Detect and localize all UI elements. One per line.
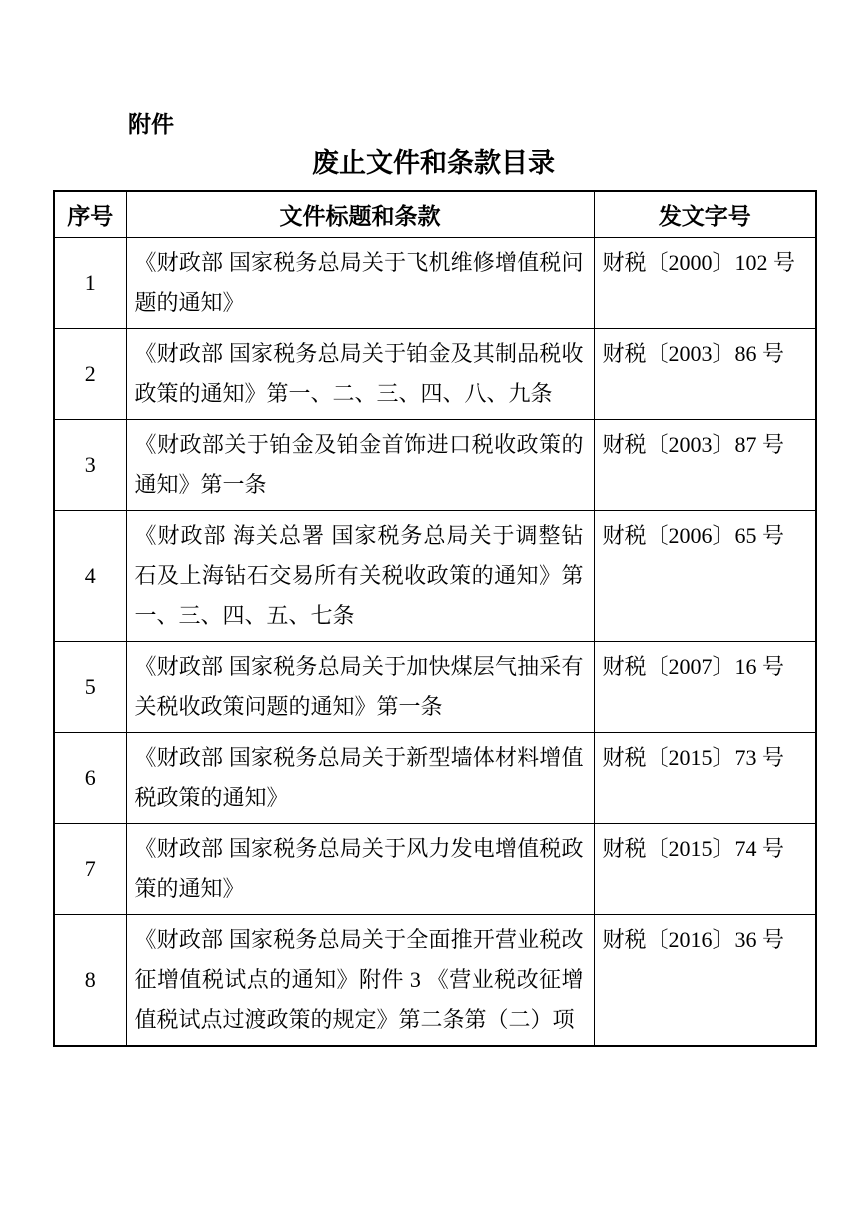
serial-cell: 6 [54,732,126,823]
column-header-doc-number: 发文字号 [594,191,816,237]
table-row [54,914,816,1046]
serial-cell: 7 [54,823,126,914]
document-title: 废止文件和条款目录 [312,148,555,178]
serial-cell: 5 [54,641,126,732]
title-cell: 《财政部 国家税务总局关于飞机维修增值税问题的通知》 [126,237,594,328]
attachment-label: 附件 [128,111,174,137]
doc-number-cell: 财税〔2015〕73 号 [594,732,816,823]
doc-number-cell: 财税〔2006〕65 号 [594,510,816,641]
title-cell: 《财政部 国家税务总局关于风力发电增值税政策的通知》 [126,823,594,914]
title-cell: 《财政部 国家税务总局关于新型墙体材料增值税政策的通知》 [126,732,594,823]
serial-cell: 4 [54,510,126,641]
table-row [54,419,816,510]
doc-number-cell: 财税〔2003〕87 号 [594,419,816,510]
table-header-row [54,191,816,237]
column-header-title: 文件标题和条款 [126,191,594,237]
abolished-documents-table [53,190,817,1047]
table-row [54,328,816,419]
table-body [54,237,816,1046]
table-row [54,823,816,914]
title-cell: 《财政部 国家税务总局关于加快煤层气抽采有关税收政策问题的通知》第一条 [126,641,594,732]
doc-number-cell: 财税〔2016〕36 号 [594,914,816,1046]
table-row [54,510,816,641]
serial-cell: 8 [54,914,126,1046]
column-header-serial: 序号 [54,191,126,237]
doc-number-cell: 财税〔2000〕102 号 [594,237,816,328]
table-row [54,237,816,328]
serial-cell: 1 [54,237,126,328]
doc-number-cell: 财税〔2003〕86 号 [594,328,816,419]
title-cell: 《财政部关于铂金及铂金首饰进口税收政策的通知》第一条 [126,419,594,510]
title-cell: 《财政部 海关总署 国家税务总局关于调整钻石及上海钻石交易所有关税收政策的通知》第一、三、四、五、七条 [126,510,594,641]
serial-cell: 2 [54,328,126,419]
table-row [54,732,816,823]
doc-number-cell: 财税〔2007〕16 号 [594,641,816,732]
serial-cell: 3 [54,419,126,510]
table-row [54,641,816,732]
title-cell: 《财政部 国家税务总局关于铂金及其制品税收政策的通知》第一、二、三、四、八、九条 [126,328,594,419]
table-header [54,191,816,237]
title-cell: 《财政部 国家税务总局关于全面推开营业税改征增值税试点的通知》附件 3 《营业税改征增值税试点过渡政策的规定》第二条第（二）项 [126,914,594,1046]
doc-number-cell: 财税〔2015〕74 号 [594,823,816,914]
